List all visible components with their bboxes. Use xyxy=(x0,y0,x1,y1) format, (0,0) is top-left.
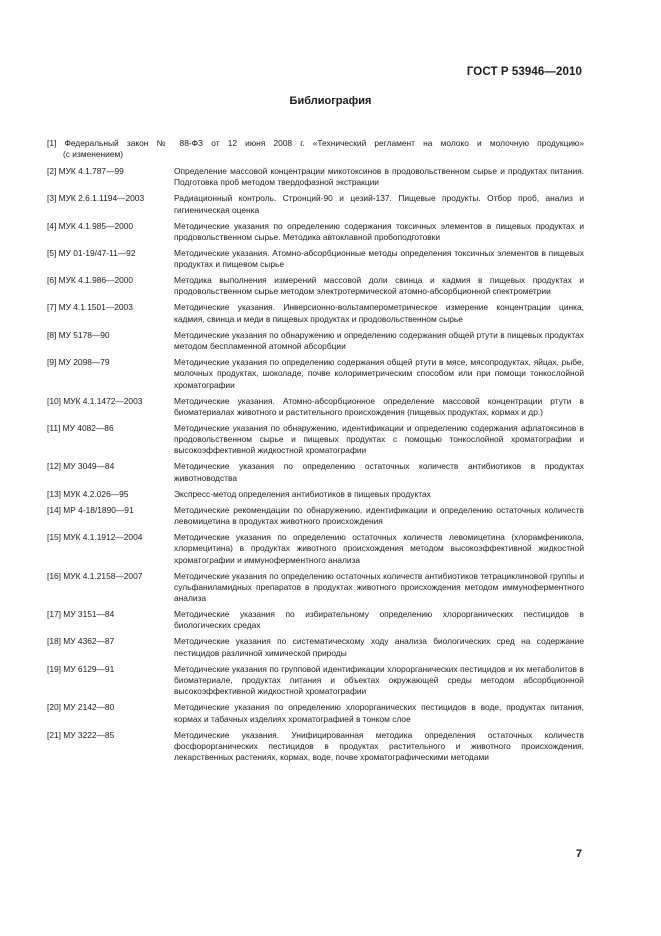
bibliography-entry xyxy=(47,664,584,698)
entry-description: Методические указания. Унифицированная методика определения остаточных количеств фосфорорганических пестицидов в продуктах растительного и животного происхождения, лекарственных растениях, кормах, воде, почве хроматографическими методами xyxy=(174,729,584,763)
bibliography-entry xyxy=(47,636,584,659)
entry-code: [4] МУК 4.1.985—2000 xyxy=(47,220,134,231)
bibliography-entry xyxy=(47,330,584,353)
page-number: 7 xyxy=(575,848,582,860)
entry-description: Методические указания по определению остаточных количеств антибиотиков тетрациклиновой группы и сульфаниламидных препаратов в продуктах животного происхождения методом иммуноферментного анализа xyxy=(174,570,584,604)
entry-code: [13] МУК 4.2.026—95 xyxy=(47,488,129,499)
bibliography-entry xyxy=(47,357,584,391)
entry-description: Радиационный контроль. Стронций-90 и цезий-137. Пищевые продукты. Отбор проб, анализ и гигиеническая оценка xyxy=(174,193,584,215)
entry-code: [19] МУ 6129—91 xyxy=(47,663,115,674)
bibliography-entry xyxy=(47,423,584,457)
entry-code: [18] МУ 4362—87 xyxy=(47,636,115,647)
entry-description: Методические указания по определению остаточных количеств левомицетина (хлорамфеникола, хлормецитина) в продуктах животного происхождения методом высокоэффективной жидкостной хроматографии и иммуноферментного анализа xyxy=(174,531,584,565)
entry-code: [6] МУК 4.1.986—2000 xyxy=(47,275,134,286)
bibliography-entry xyxy=(47,248,584,271)
entry-description: Методические рекомендации по обнаружению, идентификации и определению остаточных количеств левомицетина в продуктах животного происхождения xyxy=(174,504,584,526)
entry-code: [5] МУ 01-19/47-11—92 xyxy=(47,247,136,258)
bibliography-entry xyxy=(47,193,584,216)
bibliography-entry xyxy=(47,221,584,244)
page-title: Библиография xyxy=(289,95,372,107)
entry-description: Экспресс-метод определения антибиотиков в пищевых продуктах xyxy=(174,488,431,499)
entry-description: Методические указания по определению остаточных количеств антибиотиков в продуктах животноводства xyxy=(174,461,584,483)
bibliography-entry xyxy=(47,275,584,298)
bibliography-entry xyxy=(47,730,584,764)
entry-code: [14] МР 4-18/1890—91 xyxy=(47,504,134,515)
entry-code: [17] МУ 3151—84 xyxy=(47,609,115,620)
document-code: ГОСТ Р 53946—2010 xyxy=(466,66,582,78)
bibliography-entry xyxy=(47,396,584,419)
entry-code: [2] МУК 4.1.787—99 xyxy=(47,166,124,176)
entry-description: Методические указания по определению содержания токсичных элементов в пищевых продуктах и продовольственном сырье. Методика автоклавной пробоподготовки xyxy=(174,220,584,242)
bibliography-entry xyxy=(47,505,584,528)
entry-code: [16] МУК 4.1.2158—2007 xyxy=(47,570,143,581)
entry-code: [9] МУ 2098—79 xyxy=(47,356,110,367)
entry-description: Методические указания по определению содержания общей ртути в мясе, мясопродуктах, яйцах, рыбе, молочных продуктах, шоколаде, почве колориметрическим способом или при помощи тонкослойной хроматографии xyxy=(174,356,584,390)
bibliography-entry xyxy=(47,489,584,500)
entry-1-continuation: (с изменением) xyxy=(63,149,124,160)
entry-code: [7] МУ 4.1.1501—2003 xyxy=(47,302,133,313)
entry-description: Методические указания. Инверсионно-вольтамперометрическое измерение концентрации цинка, кадмия, свинца и меди в пищевых продуктах и продовольственном сырье xyxy=(174,302,584,324)
entry-code: [20] МУ 2142—80 xyxy=(47,702,115,713)
entry-description: Методические указания по определению хлорорганических пестицидов в воде, продуктах питания, кормах и табачных изделиях хроматографией в тонком слое xyxy=(174,702,584,724)
entry-code: [11] МУ 4082—86 xyxy=(47,422,114,433)
bibliography-entry xyxy=(47,302,584,325)
bibliography-entry xyxy=(47,532,584,566)
entry-description: Методические указания. Атомно-абсорбционные методы определения токсичных элементов в пищевых продуктах и пищевом сырье xyxy=(174,247,584,270)
entry-code: [21] МУ 3222—85 xyxy=(47,729,115,740)
bibliography-entry xyxy=(47,461,584,484)
entry-code: [15] МУК 4.1.1912—2004 xyxy=(47,531,143,542)
entry-description: Определение массовой концентрации микотоксинов в продовольственном сырье и продуктах питания. Подготовка проб методом твердофазной экстракции xyxy=(174,166,584,188)
bibliography-list xyxy=(47,166,584,768)
entry-description: Методические указания по групповой идентификации хлорорганических пестицидов и их метаболитов в биоматериале, продуктах питания и объектах окружающей среды методом абсорбционной высокоэффективной жидкостной хроматографии xyxy=(174,663,584,697)
entry-code: [10] МУК 4.1.1472—2003 xyxy=(47,395,143,406)
entry-description: Методические указания. Атомно-абсорбционное определение массовой концентрации ртути в биоматериалах животного и растительного происхождения (пищевых продуктах, кормах и др.) xyxy=(174,395,584,417)
entry-1-line: [1] Федеральный закон № 88-ФЗ от 12 июня 2008 г. «Технический регламент на молоко и молочную продукцию» xyxy=(47,138,584,148)
bibliography-entry xyxy=(47,609,584,632)
bibliography-entry xyxy=(47,166,584,189)
entry-description: Методические указания по обнаружению и определению содержания общей ртути в пищевых продуктах методом беспламенной атомной абсорбции xyxy=(174,329,584,351)
bibliography-entry xyxy=(47,702,584,725)
bibliography-entry xyxy=(47,571,584,605)
entry-code: [8] МУ 5178—90 xyxy=(47,329,110,340)
entry-description: Методические указания по обнаружению, идентификации и определению содержания афлатоксинов в продовольственном сырье и пищевых продуктах с помощью тонкослойной хроматографии и высокоэффективной жидкостной хроматографии xyxy=(174,422,584,456)
entry-description: Методические указания по избирательному определению хлорорганических пестицидов в биологических средах xyxy=(174,609,584,631)
entry-description: Методика выполнения измерений массовой доли свинца и кадмия в пищевых продуктах и продовольственном сырье методом электротермической атомно-абсорбционной спектрометрии xyxy=(174,275,584,297)
entry-description: Методические указания по систематическому ходу анализа биологических сред на содержание пестицидов различной химической природы xyxy=(174,636,584,658)
bibliography-entry-1 xyxy=(47,138,584,161)
entry-code: [3] МУК 2.6.1.1194—2003 xyxy=(47,193,145,204)
entry-code: [12] МУ 3049—84 xyxy=(47,461,115,472)
